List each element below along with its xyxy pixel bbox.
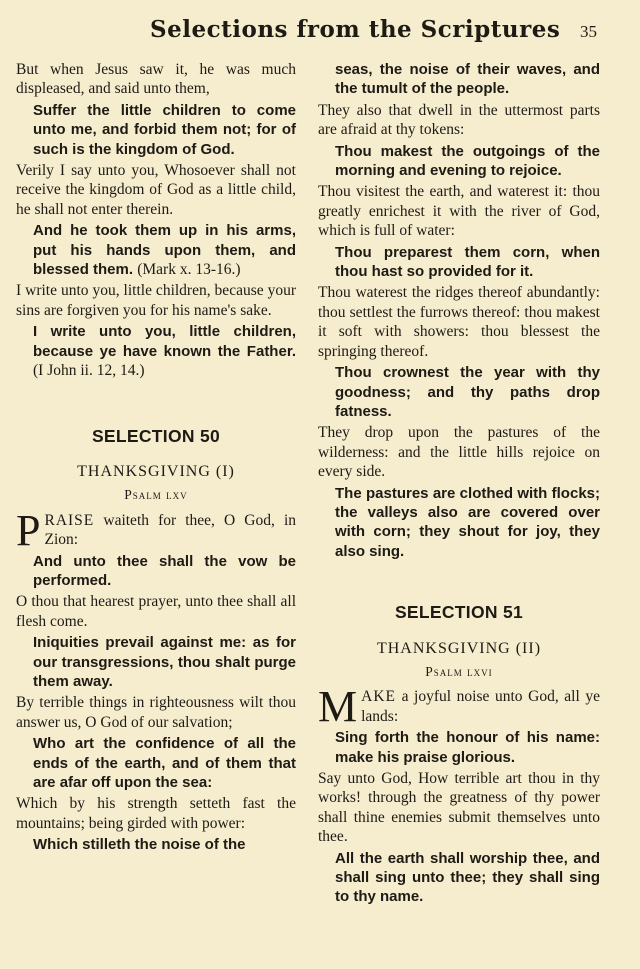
left-column — [16, 60, 296, 857]
verse-text: But when Jesus saw it, he was much displeased, and said unto them, — [16, 61, 296, 98]
verse-text: O thou that hearest prayer, unto thee shall all flesh come. — [16, 593, 296, 630]
verse-text — [318, 682, 600, 732]
scripture-reference: (I John ii. 12, 14.) — [33, 362, 145, 380]
response-text: Which stilleth the noise of the — [33, 836, 246, 854]
page-number: 35 — [580, 22, 597, 41]
selection-subtitle: THANKSGIVING (II) — [376, 639, 542, 657]
verse-text: Thou waterest the ridges thereof abundantly: thou settlest the furrows thereof: thou makest it soft with showers: thou blessest the springing thereof. — [318, 284, 600, 360]
response-body: I write unto you, little children, because ye have known the Father. — [33, 323, 296, 360]
verse-text: They also that dwell in the uttermost parts are afraid at thy tokens: — [318, 101, 600, 139]
selection-title: SELECTION 51 — [394, 602, 524, 623]
scripture-reference: (Mark x. 13-16.) — [137, 261, 241, 279]
verse-text: Say unto God, How terrible art thou in thy works! through the greatness of thy power shall thine enemies submit themselves unto thee. — [318, 770, 600, 846]
drop-cap: P — [16, 505, 41, 555]
selection-title: SELECTION 50 — [91, 425, 221, 446]
response-body: And he took them up in his arms, put his hands upon them, and blessed them. — [33, 222, 296, 279]
response-text: Sing forth the honour of his name: make his praise glorious. — [335, 729, 600, 766]
drop-cap-rest: AKE — [361, 688, 396, 706]
response-text: Thou makest the outgoings of the morning and evening to rejoice. — [335, 142, 600, 180]
drop-cap-rest: RAISE — [44, 511, 95, 529]
response-text: The pastures are clothed with flocks; the valleys also are covered over with corn; they shout for joy, they also sing. — [335, 484, 600, 560]
drop-cap: M — [318, 682, 358, 732]
page-header — [0, 16, 640, 50]
running-title: Selections from the Scriptures — [150, 16, 561, 43]
psalm-reference: Psalm lxv — [124, 487, 188, 503]
verse-text: I write unto you, little children, because your sins are forgiven you for his name's sake. — [16, 282, 296, 319]
response-text — [16, 322, 296, 380]
selection-subtitle: THANKSGIVING (I) — [77, 462, 235, 480]
verse-body: a joyful noise unto God, all ye lands: — [361, 688, 600, 725]
psalm-reference: Psalm lxvi — [425, 663, 493, 679]
verse-text: Verily I say unto you, Whosoever shall not receive the kingdom of God as a little child, he shall not enter therein. — [16, 162, 296, 218]
verse-text — [16, 505, 296, 555]
response-text — [16, 221, 296, 279]
response-text: Thou crownest the year with thy goodness; and thy paths drop fatness. — [335, 364, 600, 420]
verse-text: Which by his strength setteth fast the mountains; being girded with power: — [16, 795, 296, 832]
response-text: All the earth shall worship thee, and shall sing unto thee; they shall sing to thy name. — [335, 849, 600, 906]
response-text: Thou preparest them corn, when thou hast so provided for it. — [335, 243, 600, 281]
verse-body: waiteth for thee, O God, in Zion: — [44, 511, 296, 549]
verse-text: By terrible things in righteousness wilt thou answer us, O God of our salvation; — [16, 694, 296, 731]
right-column — [318, 60, 600, 909]
response-text: Iniquities prevail against me: as for our transgressions, thou shalt purge them away. — [33, 634, 296, 690]
response-text: Who art the confidence of all the ends of the earth, and of them that are afar off upon the sea: — [33, 735, 296, 791]
response-text: seas, the noise of their waves, and the tumult of the people. — [335, 61, 600, 98]
verse-text: They drop upon the pastures of the wilderness: and the little hills rejoice on every side. — [318, 424, 600, 481]
response-text: And unto thee shall the vow be performed. — [33, 552, 296, 589]
verse-text: Thou visitest the earth, and waterest it: thou greatly enrichest it with the river of God, which is full of water: — [318, 183, 600, 240]
response-text: Suffer the little children to come unto me, and forbid them not; for of such is the kingdom of God. — [33, 101, 296, 158]
